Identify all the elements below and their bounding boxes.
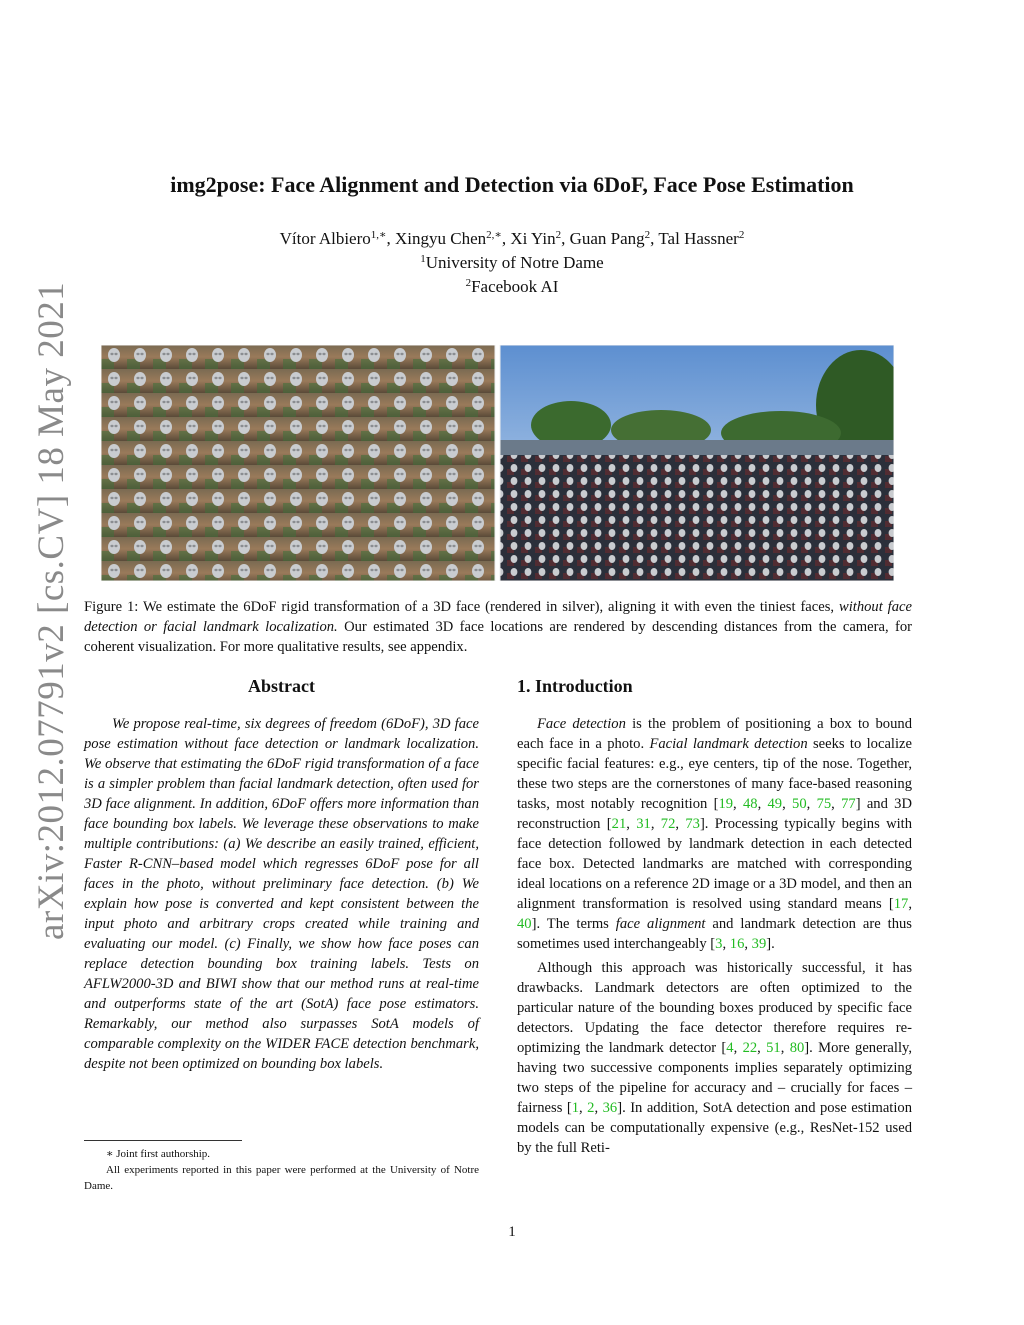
citation-link[interactable]: 36: [602, 1100, 618, 1116]
affiliation: $^2$Facebook AI: [465, 277, 559, 296]
citation-link[interactable]: 31: [636, 816, 651, 832]
author-affiliation-mark: 2: [738, 229, 745, 241]
author-affiliation-mark: 2,∗: [486, 229, 502, 241]
footnote-affiliation: All experiments reported in this paper were performed at the University of Notre Dame.: [84, 1164, 479, 1192]
citation-link[interactable]: 40: [517, 916, 532, 932]
arxiv-stamp: arXiv:2012.07791v2 [cs.CV] 18 May 2021: [31, 281, 72, 940]
citation-link[interactable]: 50: [792, 796, 807, 812]
citation-group: 21, 31, 72, 73: [611, 816, 700, 832]
citation-link[interactable]: 80: [789, 1040, 805, 1056]
author-name: Xi Yin: [510, 229, 556, 248]
citation-link[interactable]: 22: [742, 1040, 758, 1056]
introduction-heading: 1. Introduction: [517, 676, 633, 696]
citation-link[interactable]: 1: [571, 1100, 580, 1116]
citation-group: 1, 2, 36: [571, 1100, 618, 1116]
abstract-text: We propose real-time, six degrees of freedom (6DoF), 3D face pose estimation without face detection or landmark localization. We observe that estimating the 6DoF rigid transformation of a face is a simpler problem than facial landmark detection, often used for 3D face alignment. In addition, 6DoF offers more information than face bounding box labels. We leverage these observations to make multiple contributions: (a) We describe an easily trained, efficient, Faster R-CNN–based model which regresses 6DoF pose for all faces in the photo, without preliminary face detection. (b) We explain how pose is converted and kept consistent between the input photo and arbitrary crops created while training and evaluating our model. (c) Finally, we show how face poses can replace detection bounding box training labels. Tests on AFLW2000-3D and BIWI show that our method runs at real-time and outperforms state of the art (SotA) face pose estimators. Remarkably, our method also surpasses SotA models of comparable complexity on the WIDER FACE detection benchmark, despite not been optimized on bounding box labels.: [84, 716, 479, 1072]
citation-link[interactable]: 39: [751, 936, 767, 952]
author-block: [0, 227, 1024, 299]
figure-1-images: [101, 345, 894, 581]
intro-paragraph-2: Although this approach was historically successful, it has drawbacks. Landmark detectors are often optimized to the particular nature of the bounding boxes produced by specific face detectors. Updating the face detector therefore requires re-optimizing the landmark detector [4, 22, 51, 80]. More generally, having two successive components implies separately optimizing two steps of the pipeline for accuracy and – crucially for faces – fairness [1, 2, 36]. In addition, SotA detection and pose estimation models can be computationally expensive (e.g., ResNet-152 used by the full Reti-: [517, 960, 913, 1156]
citation-link[interactable]: 17: [893, 896, 909, 912]
citation-link[interactable]: 4: [726, 1040, 734, 1056]
page-number: 1: [508, 1224, 516, 1240]
introduction-body: [517, 714, 912, 1158]
citation-group: 17, 40: [517, 896, 912, 932]
intro-paragraph-1: Face detection is the problem of positioning a box to bound each face in a photo. Facial landmark detection seeks to localize specific facial features: e.g., eye centers, tip of the nose. Together, these two steps are the cornerstones of many face-based reasoning tasks, most notably recognition [19, 48, 49, 50, 75, 77] and 3D reconstruction [21, 31, 72, 73]. Processing typically begins with face detection followed by landmark detection in each detected face box. Detected landmarks are matched with corresponding ideal locations on a reference 2D image or a 3D model, and then an alignment transformation is resolved using standard means [17, 40]. The terms face alignment and landmark detection are thus sometimes used interchangeably [3, 16, 39].: [517, 716, 913, 952]
abstract-heading: Abstract: [248, 676, 315, 696]
left-column: [84, 672, 479, 1074]
author-name: Vítor Albiero: [279, 229, 371, 248]
footnote-divider: [84, 1140, 242, 1141]
citation-link[interactable]: 2: [587, 1100, 595, 1116]
citation-link[interactable]: 19: [718, 796, 734, 812]
author-affiliation-mark: 2: [555, 229, 562, 241]
citation-link[interactable]: 21: [611, 816, 627, 832]
citation-group: 3, 16, 39: [715, 936, 767, 952]
citation-group: 19, 48, 49, 50, 75, 77: [718, 796, 856, 812]
citation-link[interactable]: 73: [685, 816, 700, 832]
citation-link[interactable]: 49: [767, 796, 783, 812]
author-affiliation-mark: 1,∗: [370, 229, 387, 241]
author-affiliation-mark: 2: [644, 229, 651, 241]
citation-link[interactable]: 16: [729, 936, 745, 952]
right-column: [517, 672, 912, 1158]
figure-left-crowd-image: [101, 345, 495, 581]
affiliation: $^1$University of Notre Dame: [420, 253, 604, 272]
citation-link[interactable]: 48: [742, 796, 758, 812]
citation-link[interactable]: 72: [660, 816, 676, 832]
author-list: Vítor Albiero$^{1,∗}$, Xingyu Chen$^{2,∗}$, Xi Yin$^2$, Guan Pang$^2$, Tal Hassner$^2$: [279, 229, 745, 248]
footnotes: [84, 1146, 479, 1194]
paper-title: img2pose: Face Alignment and Detection via 6DoF, Face Pose Estimation: [170, 172, 854, 197]
figure-right-crowd-image: [500, 345, 894, 581]
citation-link[interactable]: 75: [816, 796, 832, 812]
author-name: Xingyu Chen: [395, 229, 487, 248]
figure-1-caption: Figure 1: We estimate the 6DoF rigid transformation of a 3D face (rendered in silver), aligning it with even the tiniest faces, without face detection or facial landmark localization. Our estimated 3D face locations are rendered by descending distances from the camera, for coherent visualization. For more qualitative results, see appendix.: [84, 599, 913, 655]
citation-group: 4, 22, 51, 80: [726, 1040, 805, 1056]
citation-link[interactable]: 77: [841, 796, 856, 812]
citation-link[interactable]: 51: [766, 1040, 781, 1056]
citation-link[interactable]: 3: [715, 936, 723, 952]
author-name: Guan Pang: [569, 229, 645, 248]
footnote-joint-authorship: ∗ Joint first authorship.: [106, 1148, 211, 1160]
author-name: Tal Hassner: [658, 229, 739, 248]
